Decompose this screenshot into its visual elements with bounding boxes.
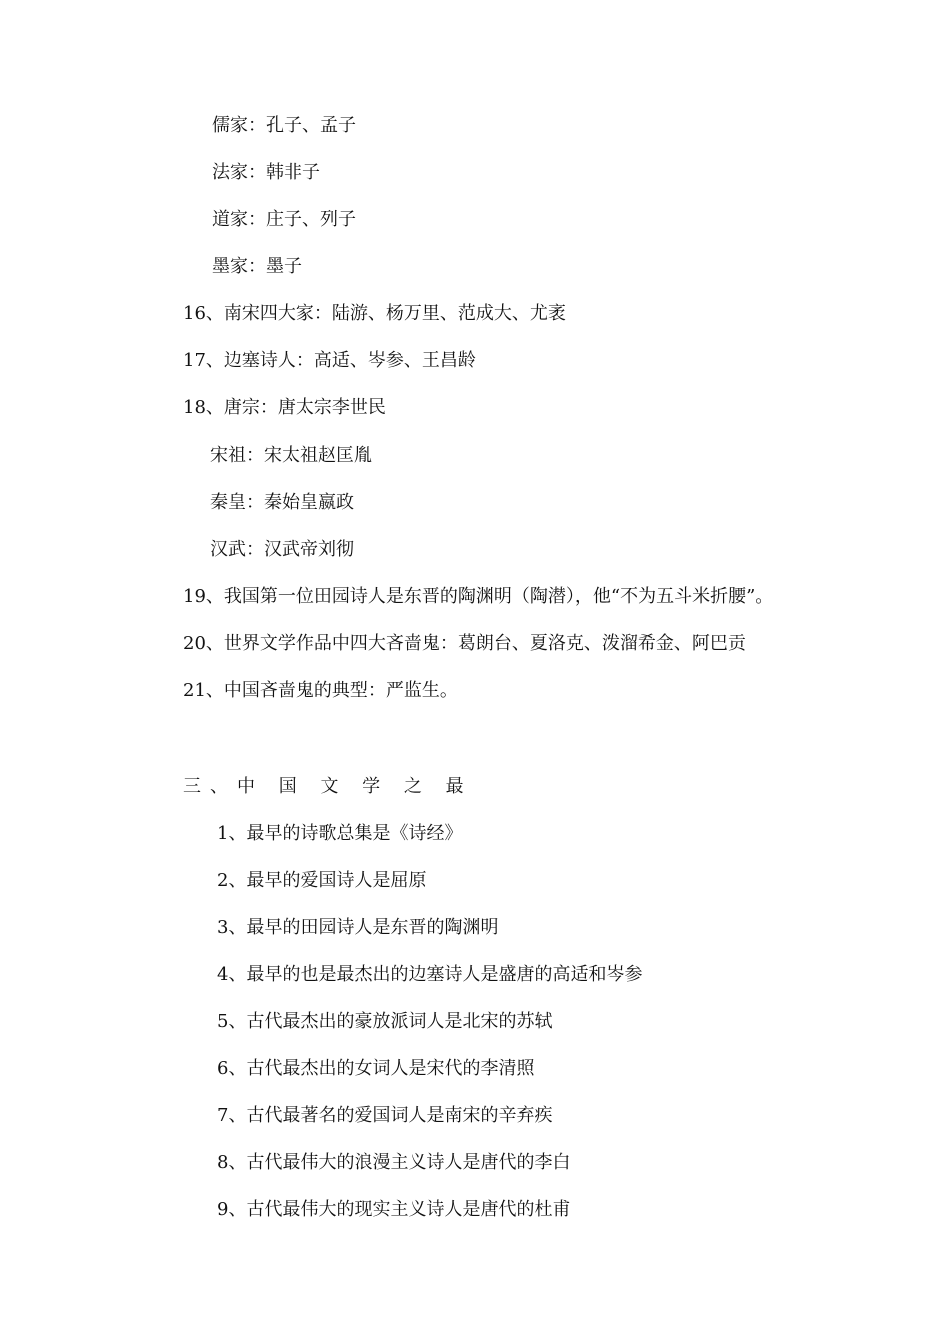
list-item-16: 16、南宋四大家：陆游、杨万里、范成大、尤袤 [183, 303, 566, 324]
emperor-han: 汉武：汉武帝刘彻 [210, 539, 354, 560]
section-heading: 三、中 国 文 学 之 最 [183, 776, 473, 797]
list-item: 4、最早的也是最杰出的边塞诗人是盛唐的高适和岑参 [217, 964, 643, 985]
list-item: 6、古代最杰出的女词人是宋代的李清照 [217, 1058, 535, 1079]
list-item: 1、最早的诗歌总集是《诗经》 [217, 823, 463, 844]
list-item-19: 19、我国第一位田园诗人是东晋的陶渊明（陶潜），他“不为五斗米折腰”。 [183, 586, 774, 607]
emperor-song: 宋祖：宋太祖赵匡胤 [210, 445, 372, 466]
list-item-20: 20、世界文学作品中四大吝啬鬼：葛朗台、夏洛克、泼溜希金、阿巴贡 [183, 633, 746, 654]
list-item-17: 17、边塞诗人：高适、岑参、王昌龄 [183, 350, 476, 371]
list-item: 7、古代最著名的爱国词人是南宋的辛弃疾 [217, 1105, 553, 1126]
school-taoist: 道家：庄子、列子 [212, 209, 356, 230]
list-item: 8、古代最伟大的浪漫主义诗人是唐代的李白 [217, 1152, 571, 1173]
school-mohist: 墨家：墨子 [212, 256, 302, 277]
list-item-21: 21、中国吝啬鬼的典型：严监生。 [183, 680, 458, 701]
school-legalist: 法家：韩非子 [212, 162, 320, 183]
emperor-qin: 秦皇：秦始皇嬴政 [210, 492, 354, 513]
school-confucian: 儒家：孔子、孟子 [212, 115, 356, 136]
list-item: 2、最早的爱国诗人是屈原 [217, 870, 427, 891]
list-item: 9、古代最伟大的现实主义诗人是唐代的杜甫 [217, 1199, 571, 1220]
list-item: 3、最早的田园诗人是东晋的陶渊明 [217, 917, 499, 938]
list-item-18: 18、唐宗：唐太宗李世民 [183, 397, 386, 418]
list-item: 5、古代最杰出的豪放派词人是北宋的苏轼 [217, 1011, 553, 1032]
